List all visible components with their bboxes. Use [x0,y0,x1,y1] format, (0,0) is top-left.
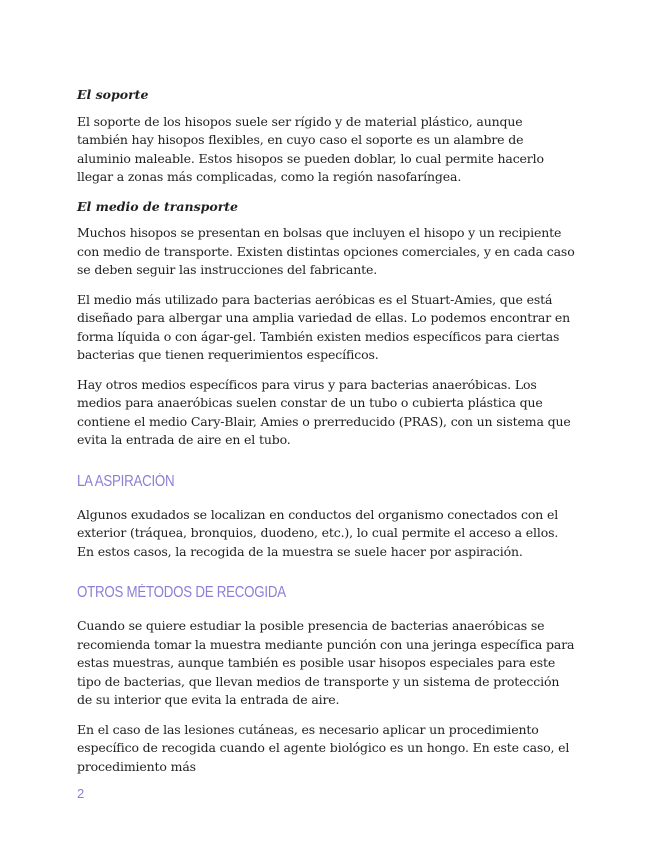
paragraph-otros-1: Cuando se quiere estudiar la posible presencia de bacterias anaeróbicas se recomienda tomar la muestra mediante punción con una jeringa específica para estas muestras, aunque también es posible usar hisopos especiales para este tipo de bacterias, que llevan medios de transporte y un sistema de protección de su interior que evita la entrada de aire. [77,618,575,707]
document-page [77,86,577,787]
paragraph-medio-1: Muchos hisopos se presentan en bolsas que incluyen el hisopo y un recipiente con medio de transporte. Existen distintas opciones comerciales, y en cada caso se deben seguir las instrucciones del fabricante. [77,225,575,277]
section-heading-aspiracion: LA ASPIRACIÓN [77,472,175,490]
page-number: 2 [77,786,85,801]
section-heading-otros-metodos: OTROS MÉTODOS DE RECOGIDA [77,584,286,601]
paragraph-soporte: El soporte de los hisopos suele ser rígido y de material plástico, aunque también hay hisopos flexibles, en cuyo caso el soporte es un alambre de aluminio maleable. Estos hisopos se pueden doblar, lo cual permite hacerlo llegar a zonas más complicadas, como la región nasofaríngea. [77,113,544,184]
paragraph-medio-2: El medio más utilizado para bacterias aeróbicas es el Stuart-Amies, que está diseñado para albergar una amplia variedad de ellas. Lo podemos encontrar en forma líquida o con ágar-gel. También existen medios específicos para ciertas bacterias que tienen requerimientos específicos. [77,291,571,362]
subheading-medio-transporte: El medio de transporte [77,198,239,214]
paragraph-medio-3: Hay otros medios específicos para virus y para bacterias anaeróbicas. Los medios para anaeróbicas suelen constar de un tubo o cubierta plástica que contiene el medio Cary-Blair, Amies o prerreducido (PRAS), con un sistema que evita la entrada de aire en el tubo. [77,376,571,447]
paragraph-aspiracion: Algunos exudados se localizan en conductos del organismo conectados con el exterior (tráquea, bronquios, duodeno, etc.), lo cual permite el acceso a ellos. En estos casos, la recogida de la muestra se suele hacer por aspiración. [77,506,559,559]
subheading-soporte: El soporte [77,87,149,102]
paragraph-otros-2: En el caso de las lesiones cutáneas, es necesario aplicar un procedimiento específico de recogida cuando el agente biológico es un hongo. En este caso, el procedimiento más [77,721,570,774]
